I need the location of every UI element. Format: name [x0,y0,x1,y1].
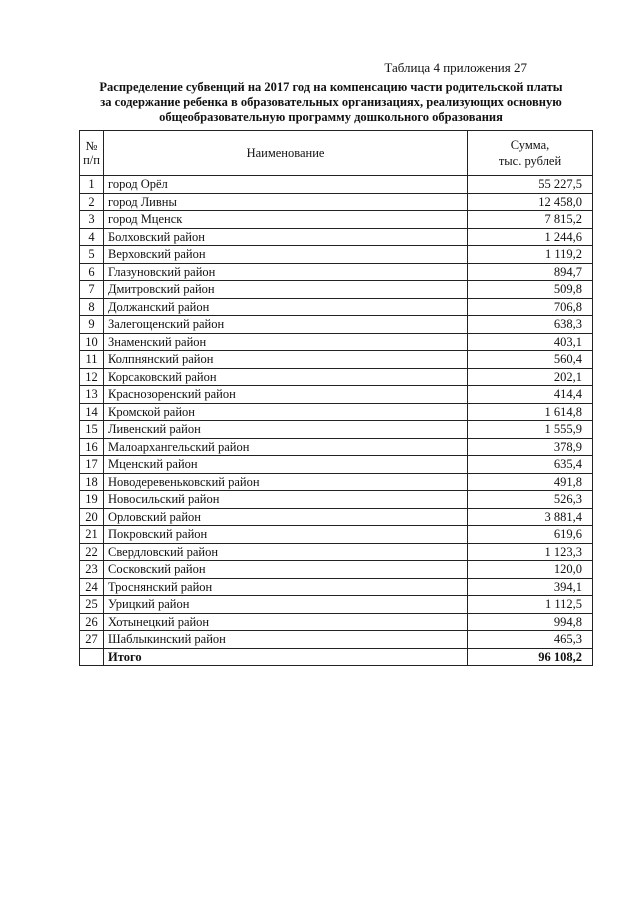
row-number: 9 [80,316,104,334]
table-row [80,298,593,316]
row-sum: 638,3 [468,316,593,334]
row-number: 16 [80,438,104,456]
table-row [80,438,593,456]
table-row [80,246,593,264]
row-sum: 378,9 [468,438,593,456]
row-sum: 635,4 [468,456,593,474]
table-row [80,578,593,596]
row-number: 13 [80,386,104,404]
row-number: 6 [80,263,104,281]
table-row [80,351,593,369]
row-sum: 994,8 [468,613,593,631]
row-number: 5 [80,246,104,264]
table-row [80,316,593,334]
row-name: город Мценск [104,211,468,229]
header-number-line2: п/п [83,153,100,167]
row-name: Урицкий район [104,596,468,614]
row-name: Троснянский район [104,578,468,596]
row-number: 17 [80,456,104,474]
row-name: Малоархангельский район [104,438,468,456]
table-reference: Таблица 4 приложения 27 [384,60,527,75]
row-sum: 526,3 [468,491,593,509]
row-sum: 3 881,4 [468,508,593,526]
row-sum: 1 244,6 [468,228,593,246]
document-title [70,80,592,125]
row-sum: 12 458,0 [468,193,593,211]
row-name: Покровский район [104,526,468,544]
row-name: Должанский район [104,298,468,316]
row-sum: 120,0 [468,561,593,579]
total-number-cell [80,648,104,666]
table-row [80,613,593,631]
row-name: Колпнянский район [104,351,468,369]
row-number: 19 [80,491,104,509]
header-name: Наименование [104,131,468,176]
row-number: 22 [80,543,104,561]
total-label: Итого [104,648,468,666]
table-header-row [80,131,593,176]
row-sum: 414,4 [468,386,593,404]
table-row [80,473,593,491]
row-number: 18 [80,473,104,491]
row-name: Болховский район [104,228,468,246]
row-sum: 560,4 [468,351,593,369]
row-sum: 202,1 [468,368,593,386]
row-name: город Ливны [104,193,468,211]
row-number: 20 [80,508,104,526]
title-line: общеобразовательную программу дошкольного образования [159,110,503,124]
table-row [80,281,593,299]
table-row [80,508,593,526]
row-name: Орловский район [104,508,468,526]
row-number: 3 [80,211,104,229]
row-number: 14 [80,403,104,421]
row-name: Знаменский район [104,333,468,351]
row-number: 7 [80,281,104,299]
total-sum: 96 108,2 [468,648,593,666]
row-sum: 1 614,8 [468,403,593,421]
table-row [80,543,593,561]
table-row [80,228,593,246]
row-name: Глазуновский район [104,263,468,281]
header-sum-line2: тыс. рублей [498,154,562,168]
row-sum: 394,1 [468,578,593,596]
row-number: 10 [80,333,104,351]
row-number: 24 [80,578,104,596]
row-number: 27 [80,631,104,649]
row-name: Новодеревеньковский район [104,473,468,491]
table-row [80,403,593,421]
total-row [80,648,593,666]
row-number: 23 [80,561,104,579]
row-sum: 1 123,3 [468,543,593,561]
table-row [80,211,593,229]
table-row [80,368,593,386]
row-sum: 7 815,2 [468,211,593,229]
table-row [80,421,593,439]
table-row [80,176,593,194]
row-name: Дмитровский район [104,281,468,299]
header-number [80,131,104,176]
row-sum: 403,1 [468,333,593,351]
row-number: 26 [80,613,104,631]
table-row [80,631,593,649]
table-row [80,526,593,544]
table-row [80,456,593,474]
row-name: город Орёл [104,176,468,194]
table-row [80,386,593,404]
row-name: Свердловский район [104,543,468,561]
row-name: Шаблыкинский район [104,631,468,649]
row-number: 4 [80,228,104,246]
row-name: Мценский район [104,456,468,474]
row-name: Хотынецкий район [104,613,468,631]
row-sum: 491,8 [468,473,593,491]
title-line: за содержание ребенка в образовательных организациях, реализующих основную [100,95,562,109]
row-sum: 706,8 [468,298,593,316]
row-sum: 619,6 [468,526,593,544]
header-sum [468,131,593,176]
row-number: 15 [80,421,104,439]
row-number: 11 [80,351,104,369]
table-row [80,596,593,614]
row-name: Ливенский район [104,421,468,439]
table-row [80,263,593,281]
table-row [80,561,593,579]
row-name: Сосковский район [104,561,468,579]
header-sum-line1: Сумма, [510,138,550,152]
row-number: 25 [80,596,104,614]
row-sum: 894,7 [468,263,593,281]
subsidy-table [79,130,593,666]
row-name: Корсаковский район [104,368,468,386]
row-sum: 1 112,5 [468,596,593,614]
row-sum: 509,8 [468,281,593,299]
row-number: 8 [80,298,104,316]
row-name: Краснозоренский район [104,386,468,404]
table-body [80,176,593,649]
row-name: Залегощенский район [104,316,468,334]
row-name: Новосильский район [104,491,468,509]
row-sum: 1 119,2 [468,246,593,264]
table-row [80,193,593,211]
header-number-line1: № [85,139,98,153]
row-name: Кромской район [104,403,468,421]
row-number: 2 [80,193,104,211]
row-number: 12 [80,368,104,386]
table-row [80,333,593,351]
row-number: 1 [80,176,104,194]
title-line: Распределение субвенций на 2017 год на компенсацию части родительской платы [99,80,563,94]
row-sum: 465,3 [468,631,593,649]
row-name: Верховский район [104,246,468,264]
table-row [80,491,593,509]
row-sum: 55 227,5 [468,176,593,194]
row-number: 21 [80,526,104,544]
row-sum: 1 555,9 [468,421,593,439]
